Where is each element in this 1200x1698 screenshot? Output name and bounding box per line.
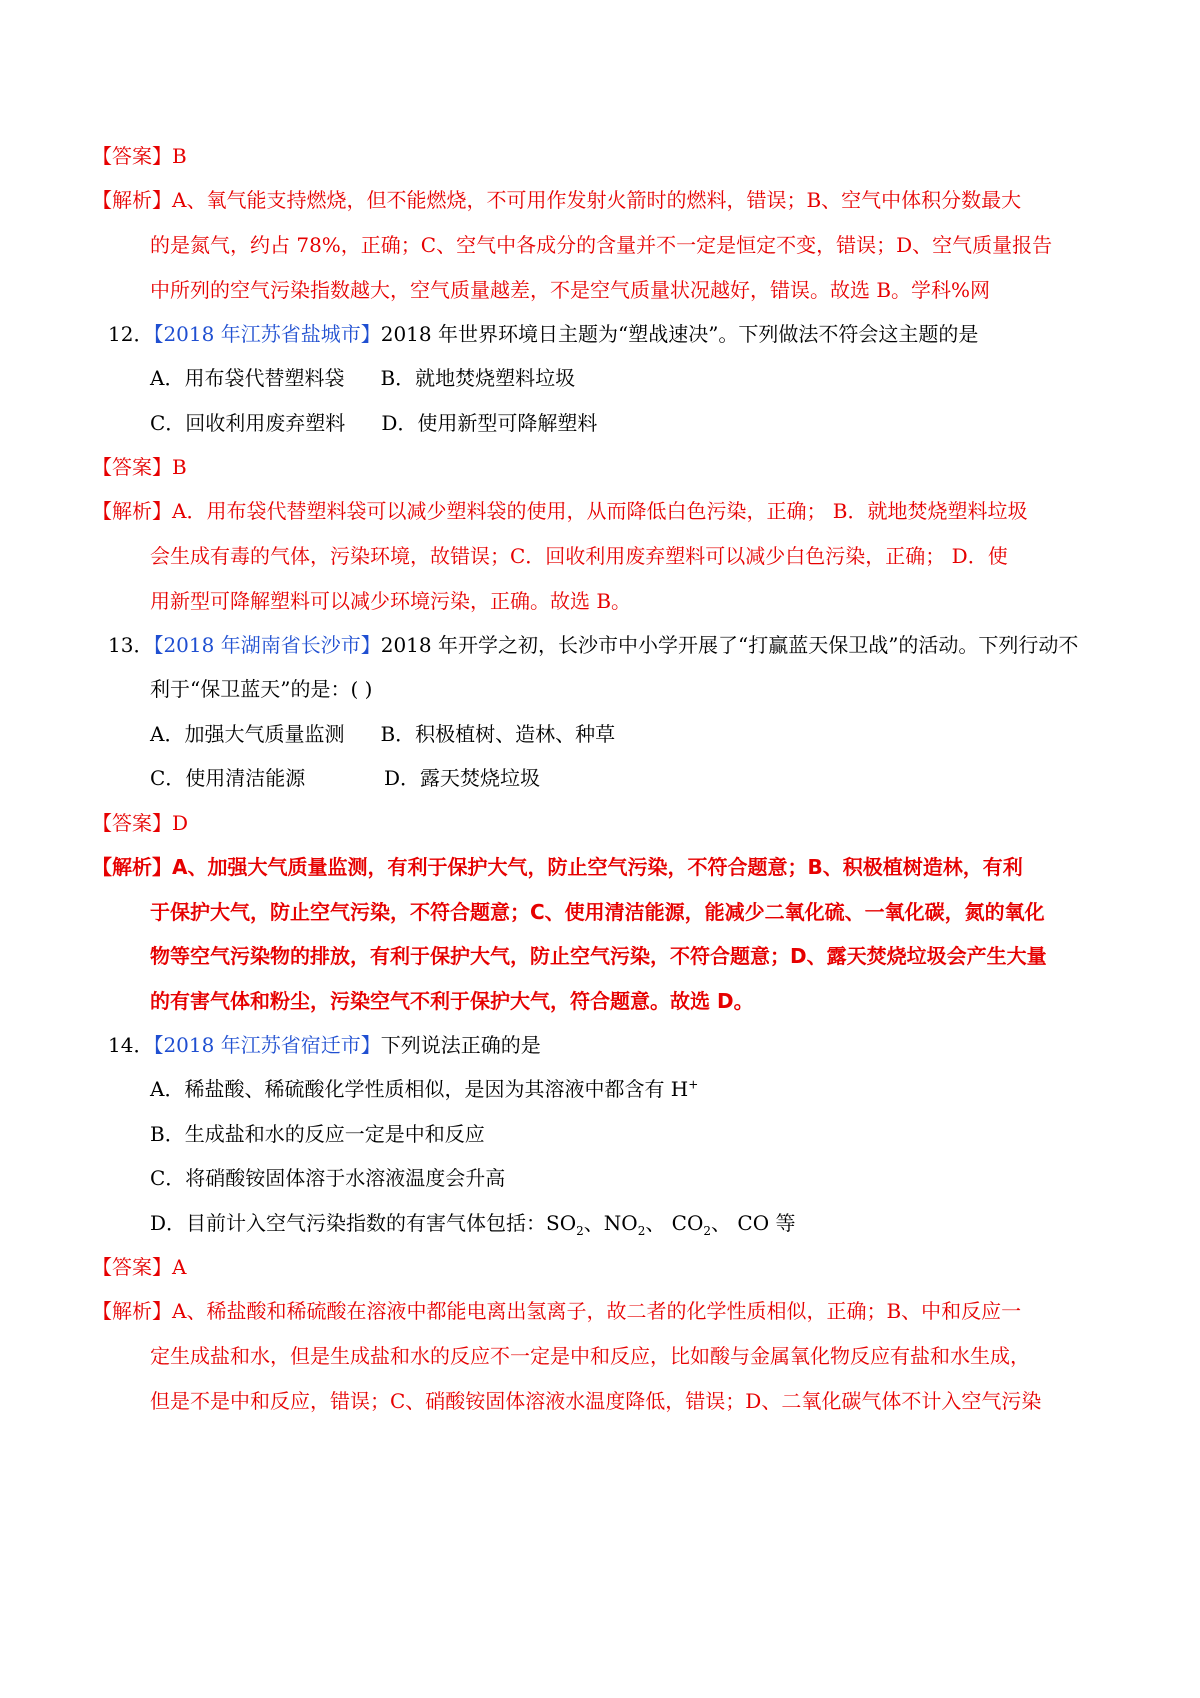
option-d: D．露天焚烧垃圾 [384,766,541,790]
analysis-line [0,497,1200,525]
analysis-line: 但是不是中和反应，错误；C、硝酸铵固体溶液水温度降低，错误；D、二氧化碳气体不计入空气污染 [150,1389,1042,1413]
option-d-text: D．目前计入空气污染指数的有害气体包括：SO [150,1211,577,1235]
question-number: 14． [108,1033,154,1057]
analysis-line: 用新型可降解塑料可以减少环境污染，正确。故选 B。 [150,589,632,613]
question-stem [0,631,1200,659]
answer-line [0,142,1200,170]
option-a-text: A．稀盐酸、稀硫酸化学性质相似，是因为其溶液中都含有 H [150,1077,689,1101]
analysis-line [0,186,1200,214]
option-b: B．生成盐和水的反应一定是中和反应 [150,1122,485,1146]
option-a: A．加强大气质量监测 [150,722,345,746]
option-d [0,1209,1200,1237]
option-a: A．用布袋代替塑料袋 [150,366,345,390]
answer-label: 【答案】 [92,144,172,168]
answer-label: 【答案】 [92,1255,172,1279]
options-row [0,364,1200,392]
option-c: C．将硝酸铵固体溶于水溶液温度会升高 [150,1166,506,1190]
answer-value: B [172,455,187,479]
analysis-text: A、加强大气质量监测，有利于保护大气，防止空气污染，不符合题意；B、积极植树造林，有利 [172,855,1023,879]
question-text: 2018 年世界环境日主题为“塑战速决”。下列做法不符会这主题的是 [380,322,979,346]
analysis-text: A、稀盐酸和稀硫酸在溶液中都能电离出氢离子，故二者的化学性质相似，正确；B、中和反应一 [172,1299,1022,1323]
option-d: D．使用新型可降解塑料 [381,411,598,435]
analysis-line: 中所列的空气污染指数越大，空气质量越差，不是空气质量状况越好，错误。故选 B。学科%网 [150,278,991,302]
option-d-text: 、 CO 等 [711,1211,796,1235]
question-stem [0,1031,1200,1059]
option-d-text: 、NO [583,1211,638,1235]
analysis-label: 【解析】 [92,188,172,212]
answer-label: 【答案】 [92,811,172,835]
question-stem [0,320,1200,348]
analysis-label: 【解析】 [92,855,172,879]
answer-line [0,1253,1200,1281]
question-source: 【2018 年湖南省长沙市】 [153,633,381,657]
question-source: 【2018 年江苏省盐城市】 [153,322,381,346]
options-row [0,764,1200,792]
analysis-line [0,853,1200,881]
analysis-line: 的是氮气，约占 78%，正确；C、空气中各成分的含量并不一定是恒定不变，错误；D、空气质量报告 [150,233,1053,257]
subscript: 2 [637,1224,646,1238]
option-b: B．就地焚烧塑料垃圾 [380,366,576,390]
question-number: 12． [108,322,154,346]
question-number: 13． [108,633,154,657]
analysis-line: 物等空气污染物的排放，有利于保护大气，防止空气污染，不符合题意；D、露天焚烧垃圾会产生大量 [150,944,1047,968]
analysis-line [0,1297,1200,1325]
analysis-line: 的有害气体和粉尘，污染空气不利于保护大气，符合题意。故选 D。 [150,989,754,1013]
analysis-line: 于保护大气，防止空气污染，不符合题意；C、使用清洁能源，能减少二氧化硫、一氧化碳，氮的氧化 [150,900,1045,924]
superscript-plus: + [688,1077,699,1092]
answer-value: D [172,811,189,835]
option-c: C．使用清洁能源 [150,766,306,790]
analysis-line: 会生成有毒的气体，污染环境，故错误；C．回收利用废弃塑料可以减少白色污染，正确； D．使 [150,544,1008,568]
option-c: C．回收利用废弃塑料 [150,411,346,435]
analysis-text: A、氧气能支持燃烧，但不能燃烧，不可用作发射火箭时的燃料，错误；B、空气中体积分数最大 [172,188,1022,212]
subscript: 2 [703,1224,712,1238]
analysis-text: A．用布袋代替塑料袋可以减少塑料袋的使用，从而降低白色污染，正确； B．就地焚烧塑料垃圾 [172,499,1028,523]
answer-line [0,453,1200,481]
question-text: 2018 年开学之初，长沙市中小学开展了“打赢蓝天保卫战”的活动。下列行动不 [380,633,1079,657]
subscript: 2 [576,1224,584,1238]
options-row [0,720,1200,748]
analysis-line: 定生成盐和水，但是生成盐和水的反应不一定是中和反应，比如酸与金属氧化物反应有盐和水生成， [150,1344,1030,1368]
question-source: 【2018 年江苏省宿迁市】 [153,1033,381,1057]
option-b: B．积极植树、造林、种草 [380,722,616,746]
answer-value: A [172,1255,187,1279]
answer-value: B [172,144,187,168]
answer-label: 【答案】 [92,455,172,479]
answer-line [0,809,1200,837]
question-text: 下列说法正确的是 [380,1033,541,1057]
option-a [0,1075,1200,1103]
options-row [0,409,1200,437]
question-text-continued: 利于“保卫蓝天”的是：( ) [150,677,373,701]
option-d-text: 、 CO [645,1211,704,1235]
analysis-label: 【解析】 [92,1299,172,1323]
analysis-label: 【解析】 [92,499,172,523]
